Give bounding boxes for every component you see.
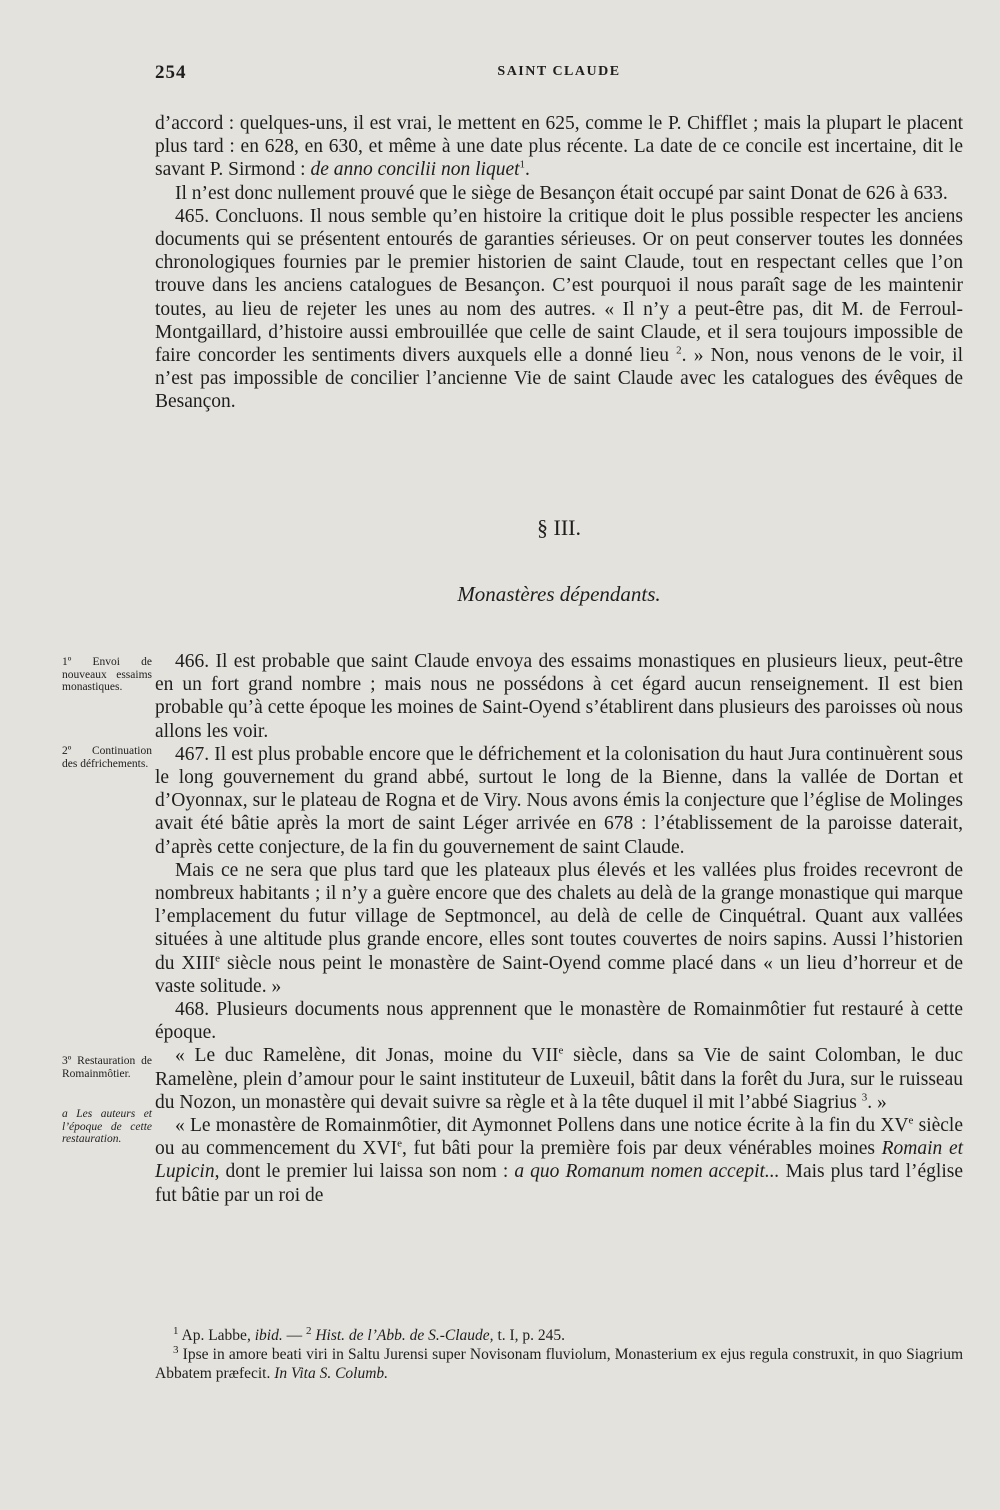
- section-title: Monastères dépendants.: [457, 582, 661, 606]
- footnote-ref-3: 3: [861, 1091, 868, 1104]
- paragraph-468: 468. Plusieurs documents nous apprennent que le monastère de Romainmôtier fut restauré à cette époque.: [155, 999, 963, 1044]
- footnote-ref-1: 1: [519, 158, 526, 171]
- text-block-top: [155, 112, 963, 414]
- page-header: [155, 62, 963, 90]
- margin-note-continuation: 2º Continuation des défrichements.: [62, 745, 152, 770]
- section-heading: § III.: [537, 515, 581, 540]
- footnotes: [155, 1326, 963, 1383]
- margin-note-restauration: 3º Restauration de Romainmôtier.: [62, 1055, 152, 1080]
- paragraph-plateaux: Mais ce ne sera que plus tard que les plateaux plus élevés et les vallées plus froides recevront de nombreux habitants ; il n’y a guère encore que des chalets au delà de la grange monastique qui marque l’emplacement du futur village de Septmoncel, au delà de celle de Cinquétral. Quant aux vallées situées à une altitude plus grande encore, elles sont toutes couvertes de noirs sapins. Aussi l’historien du XIIIe siècle nous peint le monastère de Saint-Oyend comme placé dans « un lieu d’horreur et de vaste solitude. »: [155, 859, 963, 997]
- margin-note-envoi: 1º Envoi de nouveaux essaims monastiques.: [62, 656, 152, 693]
- text-block-main: [155, 650, 963, 1207]
- paragraph-pollens-quote: « Le monastère de Romainmôtier, dit Aymonnet Pollens dans une notice écrite à la fin du XVe siècle ou au commencement du XVIe, fut bâti pour la première fois par deux vénérables moines Romain et Lupicin, dont le premier lui laissa son nom : a quo Romanum nomen accepit... Mais plus tard l’église fut bâtie par un roi de: [155, 1114, 964, 1206]
- paragraph-jonas-quote: « Le duc Ramelène, dit Jonas, moine du VIIe siècle, dans sa Vie de saint Colomban, le duc Ramelène, plein d’amour pour le saint instituteur de Luxeuil, bâtit dans la forêt du Jura, sur le ruisseau du Nozon, un monastère qui devait suivre sa règle et à la tête duquel il mit l’abbé Siagrius $^3$. »: [155, 1044, 963, 1113]
- paragraph-concile: d’accord : quelques-uns, il est vrai, le mettent en 625, comme le P. Chifflet ; mais la plupart le placent plus tard : en 628, en 630, et même à une date plus récente. La date de ce concile est incertaine, dit le savant P. Sirmond : de anno concilii non liquet$^1$.: [155, 113, 963, 181]
- footnote-1-2: $^1$ Ap. Labbe, ibid. — $^2$ Hist. de l’Abb. de S.-Claude, t. I, p. 245.: [173, 1324, 566, 1344]
- paragraph-465: 465. Concluons. Il nous semble qu’en histoire la critique doit le plus possible respecter les anciens documents qui se présentent entourés de garanties sérieuses. Or on peut conserver toutes les données chronologiques fournies par le premier historien de saint Claude, tout en respectant celles que l’on trouve dans les anciens catalogues de Besançon. C’est pourquoi il nous paraît sage de les maintenir toutes, au lieu de rejeter les unes au nom des autres. « Il n’y a peut-être pas, dit M. de Ferroul-Montgaillard, d’histoire aussi embrouillée que celle de saint Claude, et il sera toujours impossible de faire concorder les sentiments divers auxquels elle a donné lieu $^2$. » Non, nous venons de le voir, il n’est pas impossible de concilier l’ancienne Vie de saint Claude avec les catalogues des évêques de Besançon.: [155, 205, 964, 413]
- paragraph-467: 467. Il est plus probable encore que le défrichement et la colonisation du haut Jura continuèrent sous le long gouvernement du grand abbé, surtout le long de la Bienne, dans la vallée de Dortan et d’Oyonnax, sur le plateau de Rogna et de Viry. Nous avons émis la conjecture que l’église de Molinges avait été bâtie après la mort de saint Léger arrivée en 678 : l’établissement de la paroisse daterait, d’après cette conjecture, de la fin du gouvernement de saint Claude.: [155, 743, 963, 858]
- paragraph-nullement: Il n’est donc nullement prouvé que le siège de Besançon était occupé par saint Donat de 626 à 633.: [175, 182, 948, 204]
- footnote-3: $^3$ Ipse in amore beati viri in Saltu Jurensi super Novisonam fluviolum, Monasterium ex ejus regula construxit, in quo Siagrium Abbatem præfecit. In Vita S. Columb.: [155, 1343, 963, 1382]
- footnote-ref-2: 2: [676, 344, 682, 357]
- running-title: SAINT CLAUDE: [497, 64, 621, 79]
- paragraph-466: 466. Il est probable que saint Claude envoya des essaims monastiques en plusieurs lieux, peut-être en un fort grand nombre ; mais nous ne possédons à cet égard aucun renseignement. Il est bien probable qu’à cette époque les moines de Saint-Oyend s’établirent dans plusieurs des paroisses où nous allons les voir.: [155, 651, 963, 742]
- page-number: 254: [155, 62, 187, 83]
- margin-note-auteurs: a Les auteurs et l’époque de cette restauration.: [62, 1108, 152, 1145]
